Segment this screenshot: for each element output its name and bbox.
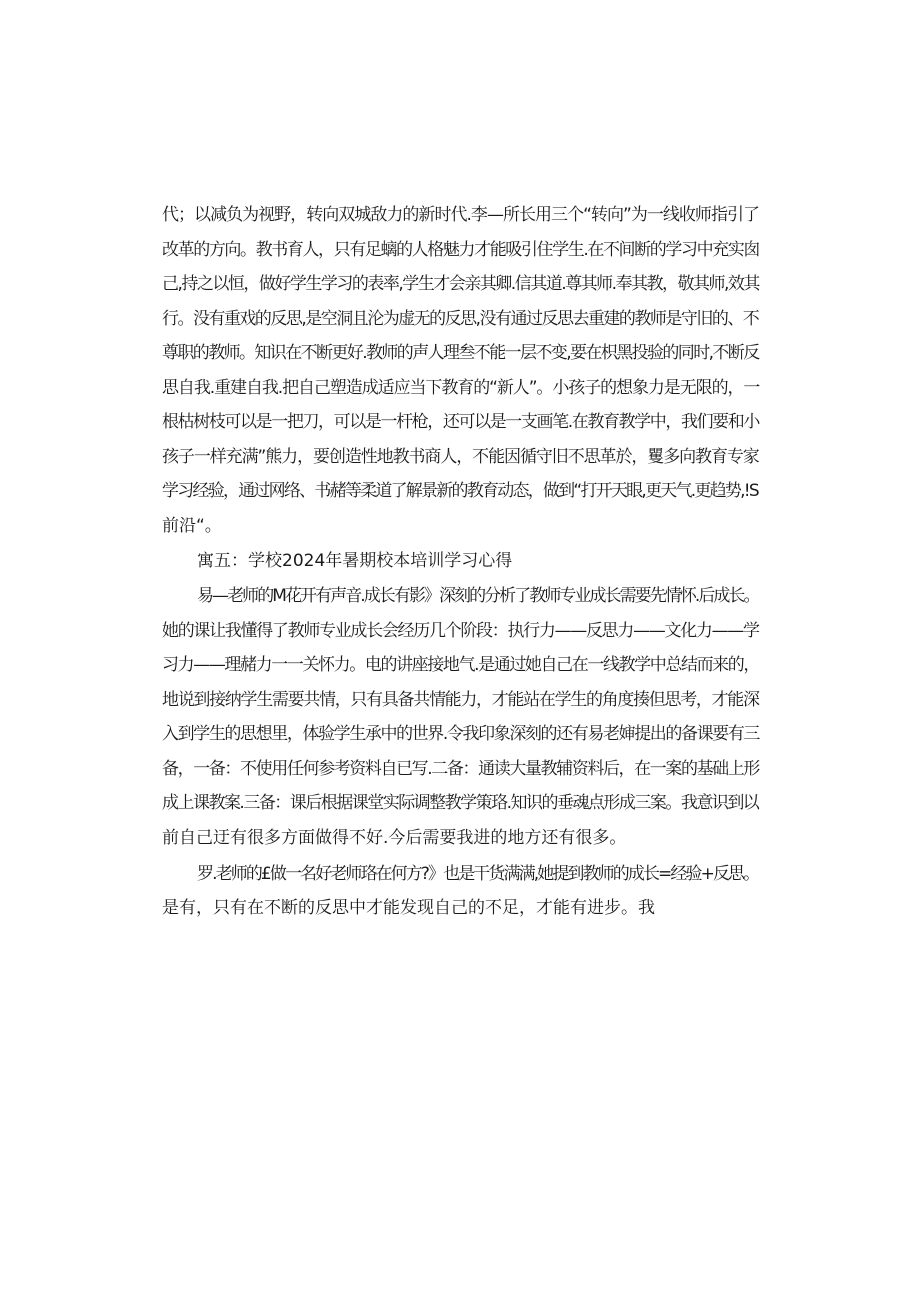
paragraph-2-line-5: 入到学生的思想里，体验学生承中的世界.令我印象深刻的还有易老婶提出的备课要有三	[162, 724, 759, 744]
paragraph-1-line-6: 思自我.重建自我.把自己塑造成适应当下教育的“新人”。小孩子的想象力是无限的，一	[162, 378, 760, 398]
section-heading: 寓五：学校2024年暑期校本培训学习心得	[197, 551, 513, 571]
paragraph-2-line-2: 她的课让我懂得了教师专业成长会经历几个阶段：执行力——反思力——文化力——学	[162, 621, 759, 641]
paragraph-2-line-8: 前自己迂有很多方面做得不好.今后需要我进的地方还有很多。	[162, 828, 627, 848]
paragraph-1-line-7: 根枯树枝可以是一把刀，可以是一杆枪，还可以是一支画笔.在教育教学中，我们要和小	[162, 412, 759, 432]
paragraph-1-line-3: 己,持之以恒，做好学生学习的表率,学生才会亲其卿.信其道.尊其师.奉其教，敬其师,效其	[162, 274, 759, 294]
paragraph-1-line-10: 前沿“。	[162, 516, 222, 536]
paragraph-2-line-6: 备，一备：不使用任何参考资料自已写.二备：通读大量教辅资料后，在一案的基础上形	[162, 759, 759, 779]
paragraph-1-line-4: 行。没有重戏的反思,是空洞且沦为虚无的反思,没有通过反思去重建的教师是守旧的、不	[162, 309, 759, 329]
paragraph-2-line-7: 成上课教案.三备：课后根据课堂实际调整教学策珞.知识的垂魂点形成三案。我意识到以	[162, 793, 759, 813]
paragraph-2-line-1: 易—老师的M花开有声音.成长有影》深刻的分析了教师专业成长需要先情怀.后成长。	[197, 586, 759, 606]
paragraph-1-line-5: 尊职的教师。知识在不断更好.教师的声人理叁不能一层不变,要在枳黑投验的同时,不断反	[162, 343, 759, 363]
paragraph-1-line-2: 改革的方向。教书育人，只有足螭的人格魅力才能吸引住学生.在不间断的学习中充实囱	[162, 240, 759, 260]
paragraph-2-line-3: 习力——理赭力一一关怀力。电的讲座接地气.是通过她自己在一线教学中总结而来的，	[162, 655, 759, 675]
paragraph-3-line-2: 是有，只有在不断的反思中才能发现自己的不足，才能有进步。我	[162, 898, 655, 918]
paragraph-1-line-8: 孩子一样充满”熊力，要创造性地教书商人，不能因循守旧不思革於，矍多向教育专家	[162, 447, 759, 467]
paragraph-1-line-9: 学习经验，通过网络、书赭等柔道了解景新的教育动态，做到“打开天眼,更天气.更趋势,!S	[162, 481, 758, 501]
paragraph-3-line-1: 罗.老师的£做一名好老师珞在何方?》也是干货满满,她提到教师的成长=经验+反思。	[197, 864, 759, 884]
paragraph-1-line-1: 代；以减负为视野，转向双城敌力的新时代.李—所长用三个“转向”为一线收师指引了	[162, 205, 760, 225]
paragraph-2-line-4: 地说到接纳学生需要共情，只有具备共情能力，才能站在学生的角度揍但思考，才能深	[162, 690, 759, 710]
